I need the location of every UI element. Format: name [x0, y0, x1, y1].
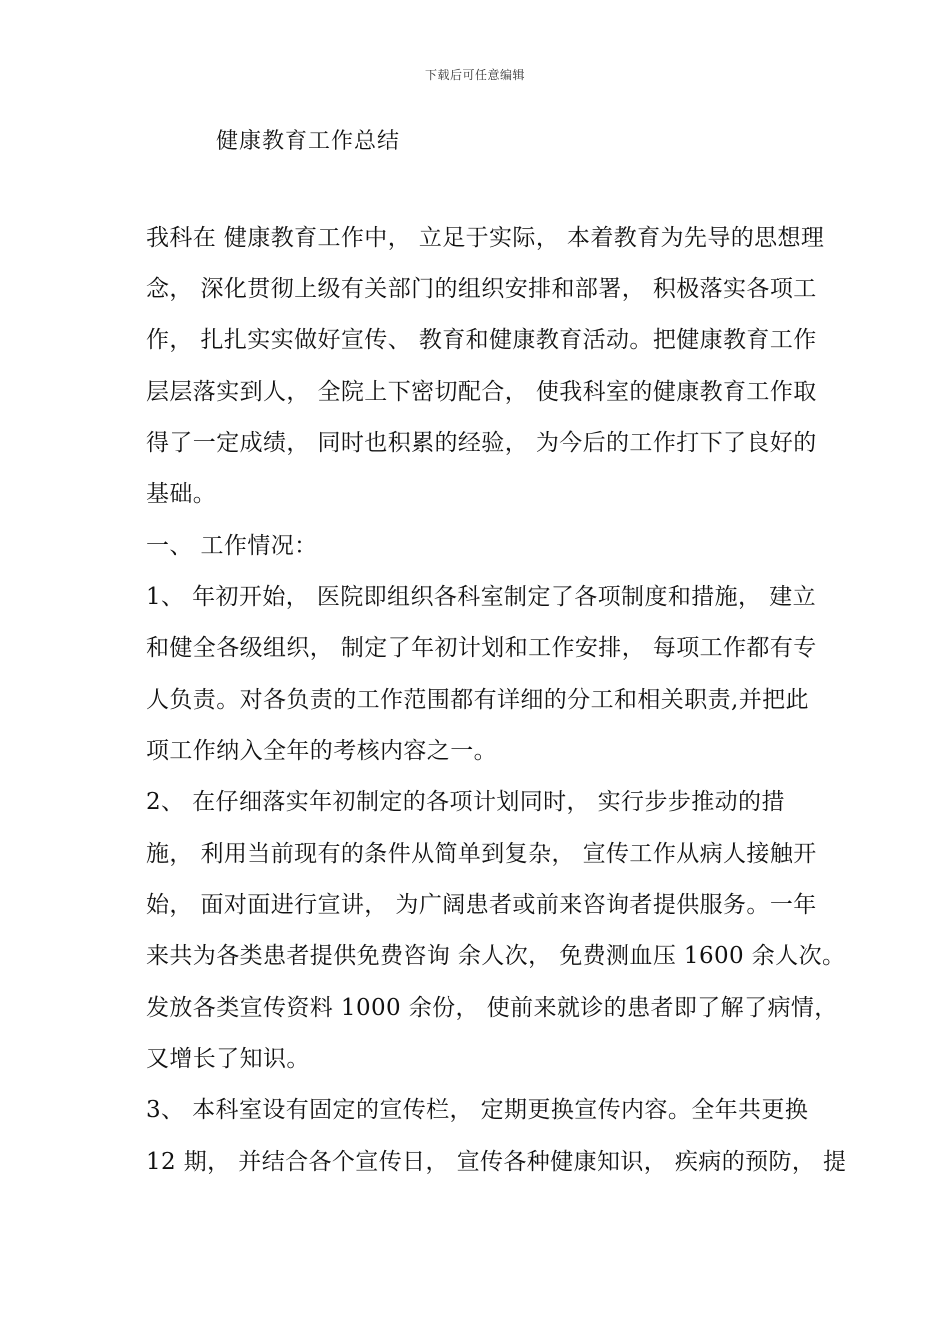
- body-line: 得了一定成绩， 同时也积累的经验， 为今后的工作打下了良好的: [146, 430, 817, 456]
- section-heading: 一、 工作情况：: [146, 533, 318, 559]
- body-line: 又增长了知识。: [146, 1046, 310, 1072]
- body-line: 基础。: [146, 481, 217, 507]
- body-line: 1、 年初开始， 医院即组织各科室制定了各项制度和措施， 建立: [146, 584, 816, 610]
- body-line: 作， 扎扎实实做好宣传、 教育和健康教育活动。把健康教育工作: [146, 327, 817, 353]
- body-line: 始， 面对面进行宣讲， 为广阔患者或前来咨询者提供服务。一年: [146, 892, 817, 918]
- body-line: 项工作纳入全年的考核内容之一。: [146, 738, 497, 764]
- body-line: 和健全各级组织， 制定了年初计划和工作安排， 每项工作都有专: [146, 635, 817, 661]
- body-line: 2、 在仔细落实年初制定的各项计划同时， 实行步步推动的措: [146, 789, 785, 815]
- body-line: 念， 深化贯彻上级有关部门的组织安排和部署， 积极落实各项工: [146, 276, 817, 302]
- document-title: 健康教育工作总结: [216, 129, 401, 154]
- body-line: 我科在 健康教育工作中， 立足于实际， 本着教育为先导的思想理: [146, 225, 825, 251]
- body-line: 施， 利用当前现有的条件从简单到复杂， 宣传工作从病人接触开: [146, 841, 817, 867]
- header-note: 下载后可任意编辑: [424, 68, 525, 82]
- body-line: 12 期， 并结合各个宣传日， 宣传各种健康知识， 疾病的预防， 提: [146, 1149, 847, 1175]
- body-line: 发放各类宣传资料 1000 余份， 使前来就诊的患者即了解了病情，: [146, 995, 838, 1021]
- body-line: 3、 本科室设有固定的宣传栏， 定期更换宣传内容。全年共更换: [146, 1097, 809, 1123]
- body-line: 来共为各类患者提供免费咨询 余人次， 免费测血压 1600 余人次。: [146, 943, 846, 969]
- body-line: 人负责。对各负责的工作范围都有详细的分工和相关职责,并把此: [146, 687, 809, 713]
- body-line: 层层落实到人， 全院上下密切配合， 使我科室的健康教育工作取: [146, 379, 817, 405]
